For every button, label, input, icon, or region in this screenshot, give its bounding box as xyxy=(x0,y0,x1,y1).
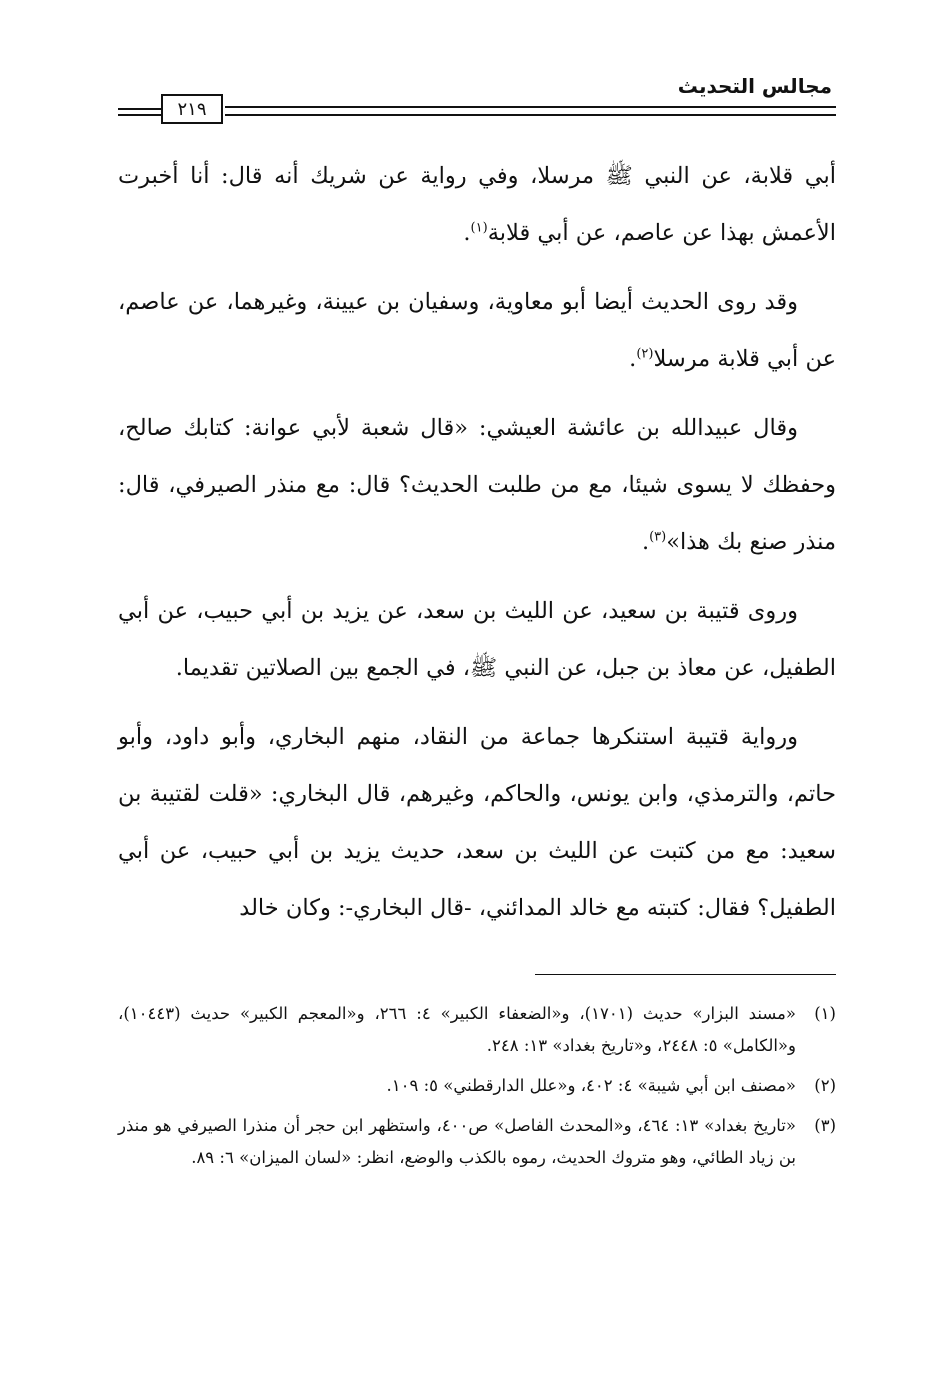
paragraph-text: أبي قلابة، عن النبي ﷺ مرسلا، وفي رواية عن شريك أنه قال: أنا أخبرت الأعمش بهذا عن عاصم، عن أبي قلابة xyxy=(118,163,836,246)
header-rule-left-bottom xyxy=(118,114,161,116)
footnote-separator xyxy=(535,974,836,975)
footnote-text: «مصنف ابن أبي شيبة» ٤: ٤٠٢، و«علل الدارقطني» ٥: ١٠٩. xyxy=(386,1076,796,1095)
paragraph xyxy=(118,148,836,262)
footnote xyxy=(118,998,836,1062)
main-text xyxy=(118,148,836,937)
footnotes xyxy=(118,998,836,1182)
page-number-box xyxy=(161,94,223,124)
footnote-ref[interactable]: (١) xyxy=(470,220,488,236)
paragraph-text: وروى قتيبة بن سعيد، عن الليث بن سعد، عن يزيد بن أبي حبيب، عن أبي الطفيل، عن معاذ بن جبل، عن النبي ﷺ، في الجمع بين الصلاتين تقديما. xyxy=(118,598,836,681)
footnote-number: (٣) xyxy=(814,1116,836,1135)
header-rule-top xyxy=(225,106,836,108)
footnote-number: (٢) xyxy=(814,1076,836,1095)
page-number: ٢١٩ xyxy=(177,98,207,120)
footnote-ref[interactable]: (٣) xyxy=(649,529,667,545)
footnote-ref[interactable]: (٢) xyxy=(636,346,654,362)
paragraph-text: ورواية قتيبة استنكرها جماعة من النقاد، منهم البخاري، وأبو داود، وأبو حاتم، والترمذي، وابن يونس، والحاكم، وغيرهم، قال البخاري: «قلت لقتيبة بن سعيد: مع من كتبت عن الليث بن سعد، حديث يزيد بن أبي حبيب، عن أبي الطفيل؟ فقال: كتبته مع خالد المدائني، -قال البخاري-: وكان خالد xyxy=(118,724,836,921)
footnote-text: «تاريخ بغداد» ١٣: ٤٦٤، و«المحدث الفاصل» ص٤٠٠، واستظهر ابن حجر أن منذرا الصيرفي هو منذر بن زياد الطائي، وهو متروك الحديث، رموه بالكذب والوضع، انظر: «لسان الميزان» ٦: ٨٩. xyxy=(118,1116,796,1167)
paragraph-end: . xyxy=(463,220,471,246)
header-rule-left-top xyxy=(118,108,161,110)
paragraph-end: . xyxy=(629,346,637,372)
footnote xyxy=(118,1070,836,1102)
paragraph xyxy=(118,709,836,937)
running-title: مجالس التحديث xyxy=(677,74,832,98)
paragraph-end: . xyxy=(641,529,650,555)
footnote-number: (١) xyxy=(814,1004,836,1023)
paragraph xyxy=(118,400,836,571)
header-rule-bottom xyxy=(225,114,836,116)
footnote xyxy=(118,1110,836,1174)
paragraph-text: وقد روى الحديث أيضا أبو معاوية، وسفيان بن عيينة، وغيرهما، عن عاصم، عن أبي قلابة مرسلا xyxy=(118,289,836,372)
footnote-text: «مسند البزار» حديث (١٧٠١)، و«الضعفاء الكبير» ٤: ٢٦٦، و«المعجم الكبير» حديث (١٠٤٤٣)، و«الكامل» ٥: ٢٤٤٨، و«تاريخ بغداد» ١٣: ٢٤٨. xyxy=(118,1004,796,1055)
paragraph xyxy=(118,583,836,697)
paragraph xyxy=(118,274,836,388)
paragraph-text: وقال عبيدالله بن عائشة العيشي: «قال شعبة لأبي عوانة: كتابك صالح، وحفظك لا يسوى شيئا، مع من طلبت الحديث؟ قال: مع منذر الصيرفي، قال: منذر صنع بك هذا» xyxy=(118,415,836,555)
